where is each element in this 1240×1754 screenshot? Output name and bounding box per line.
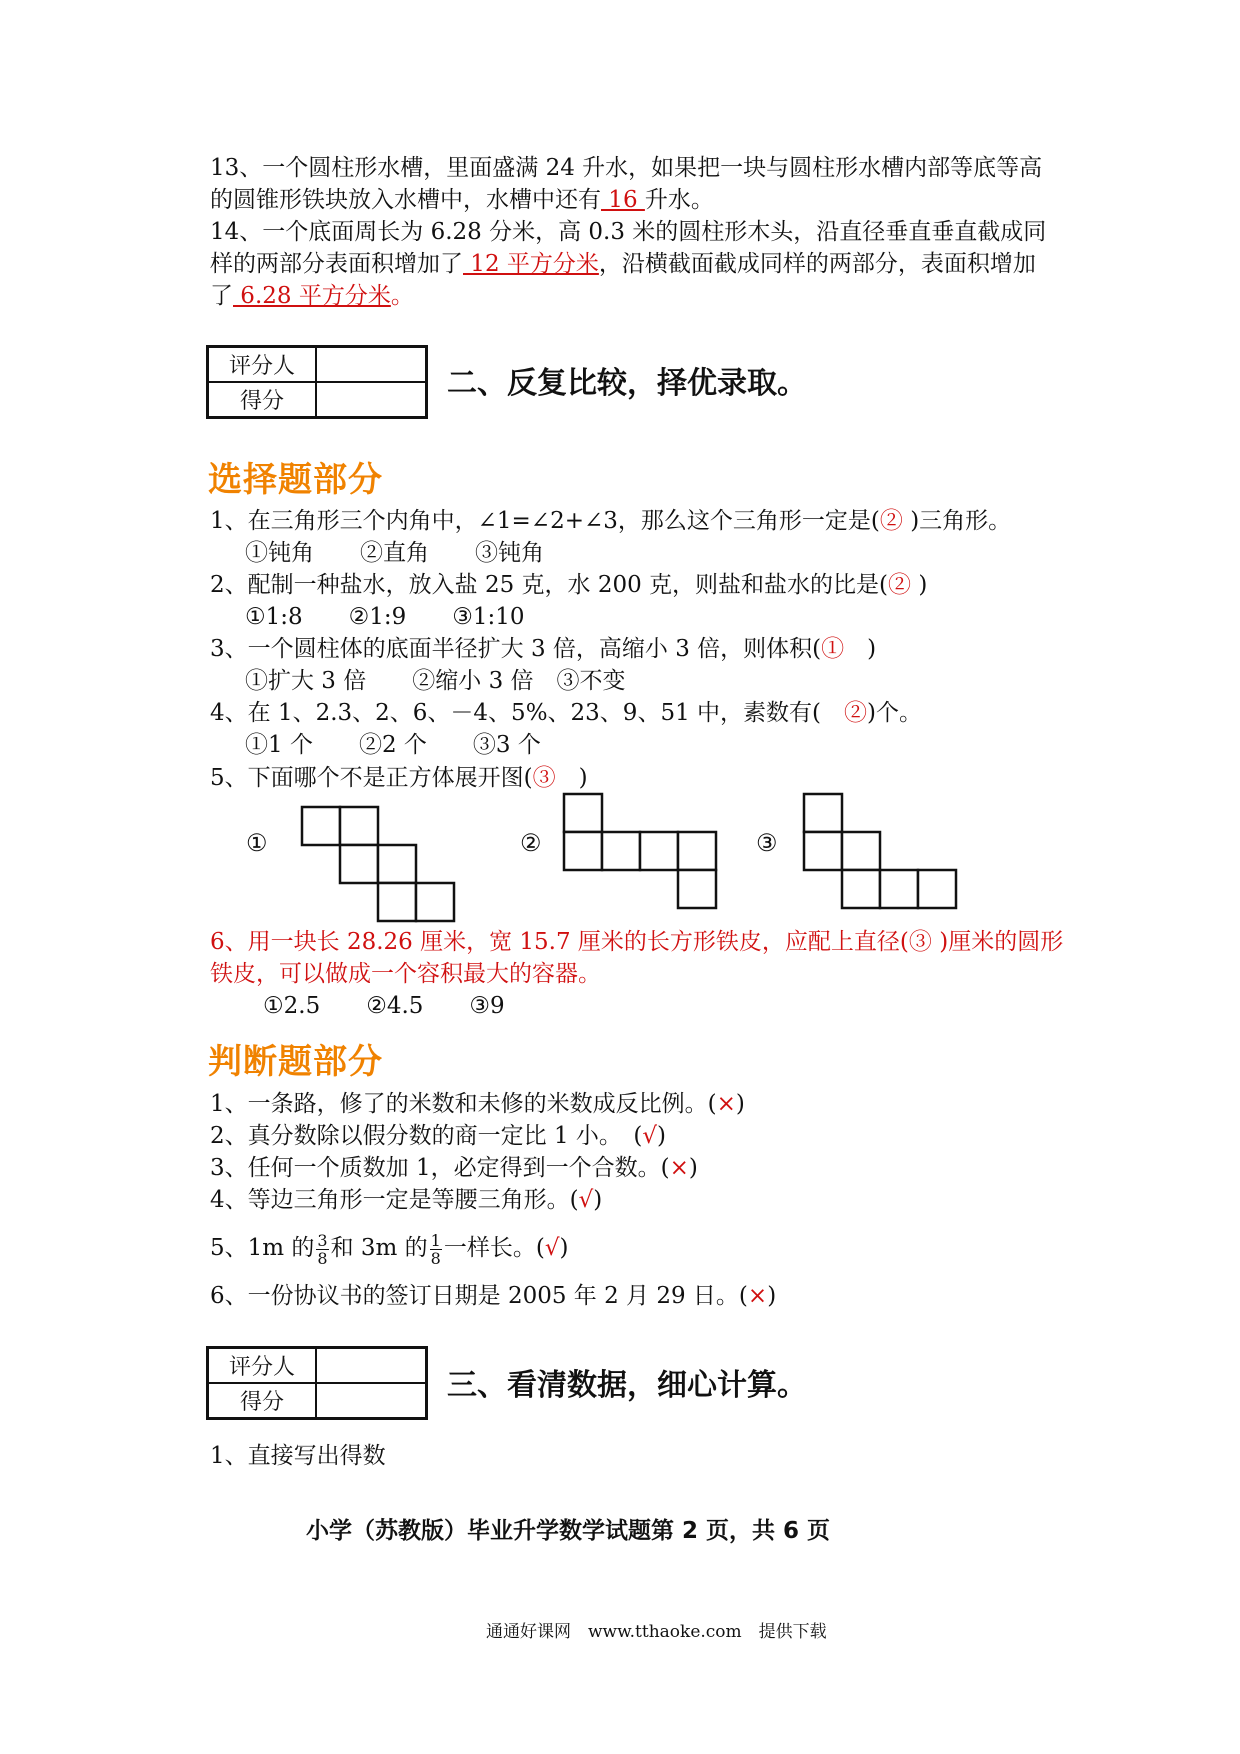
- fraction-1-8: $\frac{1}{8}$: [430, 1230, 441, 1268]
- choice-heading: 选择题部分: [208, 460, 383, 500]
- judge-heading: 判断题部分: [208, 1042, 383, 1082]
- net3-squares: [804, 794, 956, 908]
- q14-line2: 样的两部分表面积增加了 12 平方分米，沿横截面截成同样的两部分，表面积增加: [210, 251, 1036, 277]
- judge-q4: 4、等边三角形一定是等腰三角形。(√): [210, 1187, 603, 1213]
- q13-answer: 16: [601, 187, 645, 213]
- choice-q5: 5、下面哪个不是正方体展开图(③ ): [210, 765, 588, 791]
- grader-field[interactable]: [316, 1348, 427, 1384]
- judge-q3: 3、任何一个质数加 1，必定得到一个合数。(×): [210, 1155, 698, 1181]
- net-label-1: ①: [246, 829, 268, 857]
- q14-answer2: 6.28 平方分米: [233, 283, 391, 309]
- judge-q6: 6、一份协议书的签订日期是 2005 年 2 月 29 日。(×): [210, 1283, 777, 1309]
- choice-q3-options: ①扩大 3 倍 ②缩小 3 倍 ③不变: [245, 668, 626, 694]
- section-2-title: 二、反复比较，择优录取。: [447, 366, 807, 401]
- cube-net-1: [300, 805, 460, 930]
- q14-line3: 了 6.28 平方分米。: [210, 283, 414, 309]
- score-label: 得分: [208, 382, 317, 418]
- score-field[interactable]: [316, 1383, 427, 1419]
- choice-q3: 3、一个圆柱体的底面半径扩大 3 倍，高缩小 3 倍，则体积(① ): [210, 636, 877, 662]
- net-label-3: ③: [756, 829, 778, 857]
- q14-line1: 14、一个底面周长为 6.28 分米，高 0.3 米的圆柱形木头，沿直径垂直垂直截成同: [210, 219, 1047, 245]
- section-3-title: 三、看清数据，细心计算。: [447, 1368, 807, 1403]
- choice-q2-options: ①1:8 ②1:9 ③1:10: [245, 604, 525, 630]
- cube-net-3: [802, 792, 962, 917]
- judge-q5: 5、1m 的 $\frac{3}{8}$ 和 3m 的 $\frac{1}{8}$ 一样长。(√): [210, 1230, 569, 1268]
- cube-net-2: [562, 792, 722, 917]
- section-3-q1: 1、直接写出得数: [210, 1443, 386, 1469]
- q14-answer1: 12 平方分米: [463, 251, 599, 277]
- score-label: 得分: [208, 1383, 317, 1419]
- score-box-2: [206, 345, 428, 419]
- grader-label: 评分人: [208, 347, 317, 383]
- choice-q1-options: ①钝角 ②直角 ③钝角: [245, 540, 544, 566]
- page-footer: 小学（苏教版）毕业升学数学试题第 2 页，共 6 页: [306, 1518, 831, 1544]
- grader-field[interactable]: [316, 347, 427, 383]
- fraction-3-8: $\frac{3}{8}$: [317, 1230, 328, 1268]
- judge-q2: 2、真分数除以假分数的商一定比 1 小。 (√): [210, 1123, 667, 1149]
- q13-line1: 13、一个圆柱形水槽，里面盛满 24 升水，如果把一块与圆柱形水槽内部等底等高: [210, 155, 1043, 181]
- choice-q4-options: ①1 个 ②2 个 ③3 个: [245, 732, 541, 758]
- choice-q6-options: ①2.5 ②4.5 ③9: [263, 993, 505, 1019]
- net2-squares: [564, 794, 716, 908]
- score-field[interactable]: [316, 382, 427, 418]
- score-box-3: [206, 1346, 428, 1420]
- choice-q6-line2: 铁皮，可以做成一个容积最大的容器。: [210, 961, 601, 987]
- source-watermark: 通通好课网 www.tthaoke.com 提供下载: [486, 1622, 827, 1642]
- q13-line2: 的圆锥形铁块放入水槽中，水槽中还有 16 升水。: [210, 187, 714, 213]
- choice-q2: 2、配制一种盐水，放入盐 25 克，水 200 克，则盐和盐水的比是(② ): [210, 572, 928, 598]
- net-label-2: ②: [520, 829, 542, 857]
- choice-q6-line1: 6、用一块长 28.26 厘米，宽 15.7 厘米的长方形铁皮，应配上直径(③ )厘米的圆形: [210, 929, 1064, 955]
- choice-q4: 4、在 1、2.3、2、6、－4、5%、23、9、51 中，素数有( ②)个。: [210, 700, 922, 726]
- net1-squares: [302, 807, 454, 921]
- choice-q1: 1、在三角形三个内角中，∠1=∠2+∠3，那么这个三角形一定是(② )三角形。: [210, 508, 1012, 534]
- grader-label: 评分人: [208, 1348, 317, 1384]
- judge-q1: 1、一条路，修了的米数和未修的米数成反比例。(×): [210, 1091, 745, 1117]
